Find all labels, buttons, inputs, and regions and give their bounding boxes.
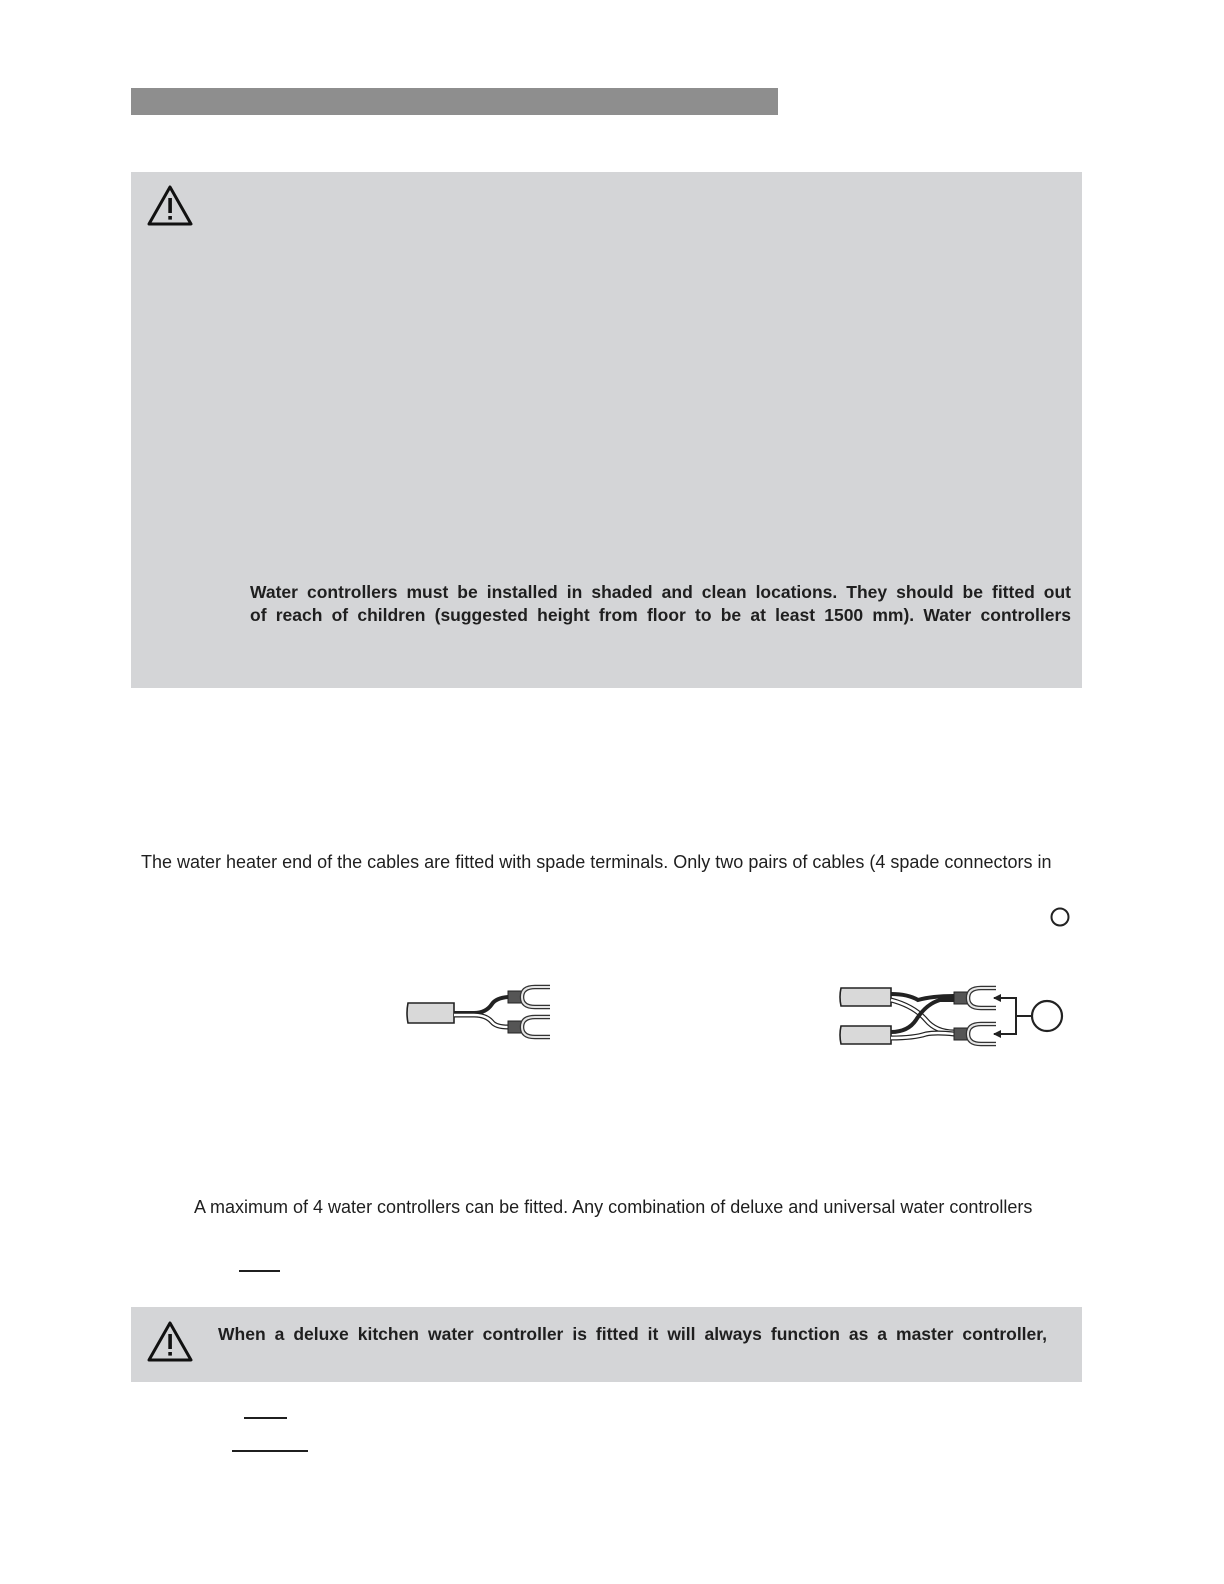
cable-sheath bbox=[407, 1003, 454, 1023]
connection-bracket-arrows bbox=[993, 994, 1032, 1038]
max-controllers-paragraph: A maximum of 4 water controllers can be fitted. Any combination of deluxe and universal water controllers bbox=[194, 1197, 1033, 1217]
section-header-bar bbox=[131, 88, 778, 115]
underline-rule bbox=[244, 1417, 287, 1419]
single-cable-figure bbox=[404, 982, 556, 1044]
crossed-wires bbox=[891, 994, 954, 1038]
spade-terminal-top bbox=[508, 987, 550, 1007]
kitchen-warning-text: When a deluxe kitchen water controller is fitted it will always function as a master controller, bbox=[218, 1324, 1047, 1344]
spade-terminal-bottom bbox=[954, 1024, 996, 1044]
spade-terminal-bottom bbox=[508, 1017, 550, 1037]
cable-sheath-bottom bbox=[840, 1026, 891, 1044]
terminal-circle-icon bbox=[1032, 1001, 1062, 1031]
circle-marker-icon bbox=[1050, 907, 1072, 929]
wire-light bbox=[454, 1015, 508, 1027]
warning-triangle-icon bbox=[147, 184, 193, 226]
underline-rule bbox=[239, 1270, 280, 1272]
warning-text-line-1: Water controllers must be installed in shaded and clean locations. They should be fitted out bbox=[250, 582, 1071, 602]
paired-cables-figure bbox=[836, 980, 1068, 1052]
cables-paragraph: The water heater end of the cables are fitted with spade terminals. Only two pairs of cables (4 spade connectors in bbox=[141, 852, 1052, 872]
warning-text-line-2: of reach of children (suggested height from floor to be at least 1500 mm). Water controllers bbox=[250, 605, 1071, 625]
warning-triangle-icon bbox=[147, 1320, 193, 1362]
underline-rule bbox=[232, 1450, 308, 1452]
cable-sheath-top bbox=[840, 988, 891, 1006]
spade-terminal-top bbox=[954, 988, 996, 1008]
wire-dark bbox=[454, 997, 508, 1013]
